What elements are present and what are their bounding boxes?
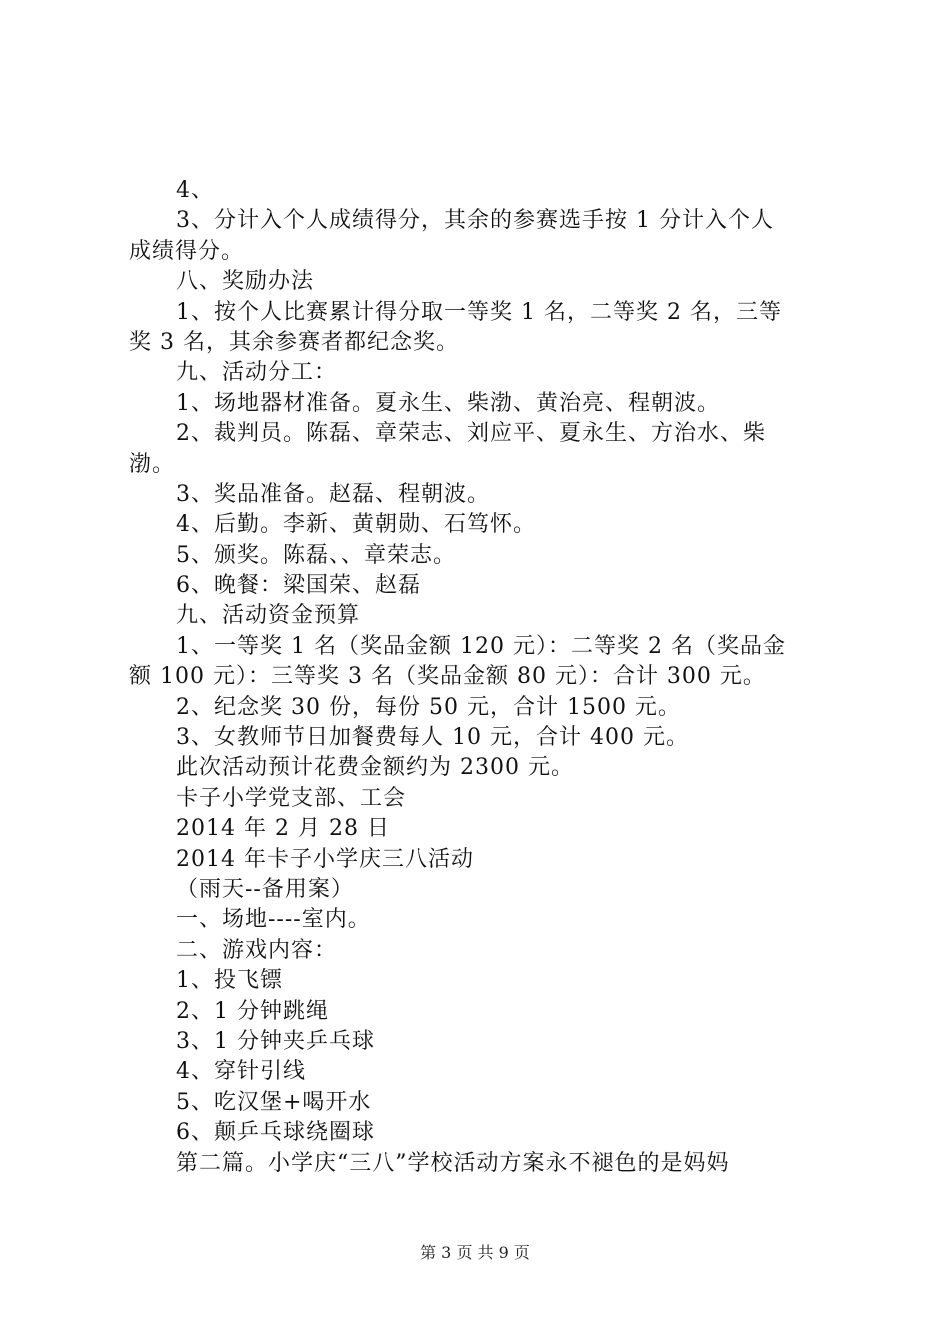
text-line: 5、吃汉堡+喝开水 — [176, 1089, 372, 1115]
text-line: 3、女教师节日加餐费每人 10 元，合计 400 元。 — [176, 725, 689, 751]
text-line: 一、场地----室内。 — [176, 907, 371, 933]
text-line: 2、裁判员。陈磊、章荣志、刘应平、夏永生、方治水、柴 — [176, 421, 766, 447]
text-line: 3、分计入个人成绩得分，其余的参赛选手按 1 分计入个人 — [176, 208, 774, 234]
text-line: 4、穿针引线 — [176, 1059, 306, 1085]
text-line: 2、1 分钟跳绳 — [176, 998, 329, 1024]
text-line: 2、纪念奖 30 份，每份 50 元，合计 1500 元。 — [176, 694, 681, 720]
text-line: 奖 3 名，其余参赛者都纪念奖。 — [129, 329, 459, 355]
text-line: 此次活动预计花费金额约为 2300 元。 — [176, 755, 574, 781]
text-line: 4、 — [176, 178, 214, 203]
text-line: 第二篇。小学庆“三八”学校活动方案永不褪色的是妈妈 — [176, 1150, 730, 1176]
text-line: 1、一等奖 1 名（奖品金额 120 元）：二等奖 2 名（奖品金 — [176, 633, 786, 659]
text-line: 3、1 分钟夹乒乓球 — [176, 1028, 375, 1054]
page-footer: 第 3 页 共 9 页 — [420, 1243, 530, 1262]
text-line: 八、奖励办法 — [176, 269, 315, 295]
text-line: 渤。 — [129, 451, 176, 477]
text-line: 2014 年 2 月 28 日 — [176, 816, 390, 842]
text-line: 2014 年卡子小学庆三八活动 — [176, 846, 474, 872]
text-line: 卡子小学党支部、工会 — [176, 785, 407, 811]
text-line: 6、晚餐：梁国荣、赵磊 — [176, 573, 421, 599]
text-line: 4、后勤。李新、黄朝勋、石笃怀。 — [176, 512, 536, 538]
text-line: 二、游戏内容： — [176, 937, 338, 963]
text-line: 成绩得分。 — [129, 238, 245, 264]
text-line: 5、颁奖。陈磊、、章荣志。 — [176, 542, 456, 568]
document-body — [129, 176, 834, 1179]
text-line: 九、活动资金预算 — [176, 603, 361, 629]
text-line: 1、按个人比赛累计得分取一等奖 1 名，二等奖 2 名，三等 — [176, 299, 782, 325]
text-line: （雨天--备用案） — [176, 876, 354, 902]
text-line: 1、投飞镖 — [176, 968, 283, 994]
text-line: 额 100 元）：三等奖 3 名（奖品金额 80 元）：合计 300 元。 — [129, 664, 766, 690]
text-line: 3、奖品准备。赵磊、程朝波。 — [176, 481, 490, 507]
text-line: 九、活动分工： — [176, 360, 338, 386]
text-line: 6、颠乒乓球绕圈球 — [176, 1120, 375, 1146]
text-line: 1、场地器材准备。夏永生、柴渤、黄治亮、程朝波。 — [176, 390, 720, 416]
